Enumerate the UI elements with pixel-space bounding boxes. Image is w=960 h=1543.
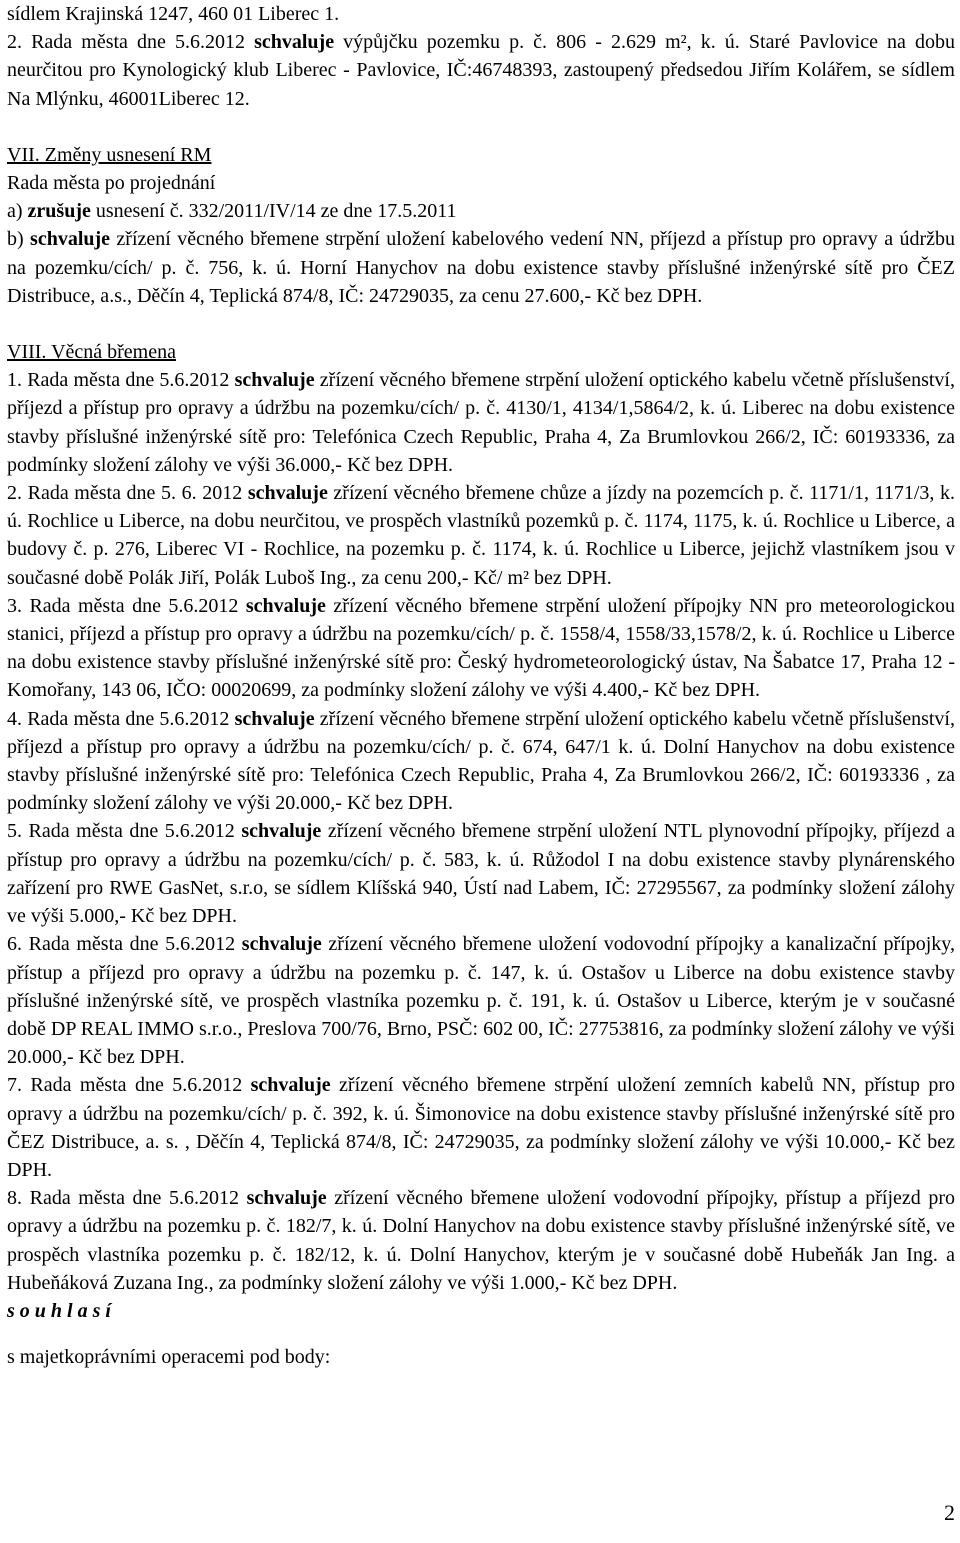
- item-prefix: 7. Rada města dne 5.6.2012: [7, 1074, 251, 1097]
- item-prefix: 8. Rada města dne 5.6.2012: [7, 1187, 247, 1210]
- item-text: zřízení věcného břemene strpění uložení optického kabelu včetně příslušenství, příjezd a přístup pro opravy a údržbu na pozemku/cích/ p. č. 674, 647/1 k. ú. Dolní Hanychov na dobu existence stavby příslušné inženýrské sítě pro: Telefónica Czech Republic, Praha 4, Za Brumlovkou 266/2, IČ: 60193336 , za podmínky složení zálohy ve výši 20.000,- Kč bez DPH.: [7, 707, 955, 815]
- item-text: zřízení věcného břemene strpění uložení přípojky NN pro meteorologickou stanici, příjezd a přístup pro opravy a údržbu na pozemku/cích/ p. č. 1558/4, 1558/33,1578/2, k. ú. Rochlice u Liberce na dobu existence stavby příslušné inženýrské sítě pro: Český hydrometeorologický ústav, Na Šabatce 17, Praha 12 - Komořany, 143 06, IČO: 00020699, za podmínky složení zálohy ve výši 4.400,- Kč bez DPH.: [7, 594, 955, 702]
- section-7-a-verb: zrušuje: [27, 200, 91, 223]
- item-text: zřízení věcného břemene strpění uložení NTL plynovodní přípojky, příjezd a přístup pro opravy a údržbu na pozemku/cích/ p. č. 583, k. ú. Růžodol I na dobu existence stavby plynárenského zařízení pro RWE GasNet, s.r.o, se sídlem Klíšská 940, Ústí nad Labem, IČ: 27295567, za podmínky složení zálohy ve výši 5.000,- Kč bez DPH.: [7, 820, 955, 928]
- item-verb: schvaluje: [241, 933, 322, 956]
- section-7-b-text: zřízení věcného břemene strpění uložení kabelového vedení NN, příjezd a přístup pro opravy a údržbu na pozemku/cích/ p. č. 756, k. ú. Horní Hanychov na dobu existence stavby příslušné inženýrské sítě pro ČEZ Distribuce, a.s., Děčín 4, Teplická 874/8, IČ: 24729035, za cenu 27.600,- Kč bez DPH.: [7, 228, 955, 307]
- item-prefix: 3. Rada města dne 5.6.2012: [7, 594, 246, 617]
- item-2-text: výpůjčku pozemku p. č. 806 - 2.629 m², k. ú. Staré Pavlovice na dobu neurčitou pro Kynologický klub Liberec - Pavlovice, IČ:46748393, zastoupený předsedou Jiřím Kolářem, se sídlem Na Mlýnku, 46001Liberec 12.: [7, 31, 956, 110]
- item-prefix: 6. Rada města dne 5.6.2012: [7, 933, 242, 956]
- section-8-item-6: [7, 930, 955, 1071]
- item-prefix: 2. Rada města dne 5. 6. 2012: [7, 482, 248, 505]
- item-verb: schvaluje: [250, 1074, 331, 1097]
- item-2-verb: schvaluje: [254, 31, 335, 54]
- section-7-a: [7, 197, 955, 225]
- souhlasi-heading: souhlasí: [7, 1299, 116, 1322]
- item-verb: schvaluje: [234, 369, 315, 392]
- header-line: sídlem Krajinská 1247, 460 01 Liberec 1.: [7, 3, 340, 25]
- section-7-subheading: Rada města po projednání: [7, 172, 216, 195]
- item-prefix: 1. Rada města dne 5.6.2012: [7, 369, 235, 392]
- section-8-item-3: [7, 592, 955, 705]
- section-8-item-5: [7, 817, 955, 930]
- section-8-heading: VIII. Věcná břemena: [7, 341, 176, 364]
- page-number: 2: [944, 1500, 955, 1525]
- section-7-b: [7, 225, 955, 310]
- section-7-heading: VII. Změny usnesení RM: [7, 143, 212, 166]
- item-verb: schvaluje: [234, 707, 315, 730]
- item-2-paragraph: [7, 28, 955, 113]
- item-text: zřízení věcného břemene strpění uložení optického kabelu včetně příslušenství, příjezd a přístup pro opravy a údržbu na pozemku/cích/ p. č. 4130/1, 4134/1,5864/2, k. ú. Liberec na dobu existence stavby příslušné inženýrské sítě pro: Telefónica Czech Republic, Praha 4, Za Brumlovkou 266/2, IČ: 60193336, za podmínky složení zálohy ve výši 36.000,- Kč bez DPH.: [7, 369, 955, 476]
- item-prefix: 4. Rada města dne 5.6.2012: [7, 707, 235, 730]
- section-8-item-2: [7, 479, 955, 592]
- section-7-a-text: usnesení č. 332/2011/IV/14 ze dne 17.5.2011: [90, 200, 457, 223]
- item-verb: schvaluje: [247, 482, 328, 505]
- item-text: zřízení věcného břemene uložení vodovodní přípojky a kanalizační přípojky, přístup a příjezd pro opravy a údržbu na pozemku p. č. 147, k. ú. Ostašov u Liberce na dobu existence stavby příslušné inženýrské sítě, ve prospěch vlastníka pozemku p. č. 191, k. ú. Ostašov u Liberce, kterým je v současné době DP REAL IMMO s.r.o., Preslova 700/76, Brno, PSČ: 602 00, IČ: 27753816, za podmínky složení zálohy ve výši 20.000,- Kč bez DPH.: [7, 933, 955, 1069]
- section-7-b-verb: schvaluje: [30, 228, 111, 251]
- closing-line: s majetkoprávními operacemi pod body:: [7, 1346, 331, 1369]
- section-8-item-7: [7, 1071, 955, 1184]
- item-verb: schvaluje: [241, 820, 322, 843]
- section-7-a-prefix: a): [7, 200, 28, 223]
- item-2-prefix: 2. Rada města dne 5.6.2012: [7, 31, 255, 54]
- item-prefix: 5. Rada města dne 5.6.2012: [7, 820, 242, 843]
- item-text: zřízení věcného břemene strpění uložení zemních kabelů NN, přístup pro opravy a údržbu na pozemku/cích/ p. č. 392, k. ú. Šimonovice na dobu existence stavby příslušné inženýrské sítě pro ČEZ Distribuce, a. s. , Děčín 4, Teplická 874/8, IČ: 24729035, za podmínky složení zálohy ve výši 10.000,- Kč bez DPH.: [7, 1074, 956, 1181]
- document-page: [7, 0, 955, 1371]
- section-8-item-4: [7, 705, 955, 818]
- item-text: zřízení věcného břemene chůze a jízdy na pozemcích p. č. 1171/1, 1171/3, k. ú. Rochlice u Liberce, na dobu neurčitou, ve prospěch vlastníků pozemků p. č. 1174, 1175, k. ú. Rochlice u Liberce, a budovy č. p. 276, Liberec VI - Rochlice, na pozemku p. č. 1174, k. ú. Rochlice u Liberce, jejichž vlastníkem jsou v současné době Polák Jiří, Polák Luboš Ing., za cenu 200,- Kč/ m² bez DPH.: [7, 482, 956, 589]
- item-verb: schvaluje: [245, 594, 326, 617]
- item-verb: schvaluje: [246, 1187, 327, 1210]
- section-7-b-prefix: b): [7, 228, 31, 251]
- item-text: zřízení věcného břemene uložení vodovodní přípojky, přístup a příjezd pro opravy a údržbu na pozemku p. č. 182/7, k. ú. Dolní Hanychov na dobu existence stavby příslušné inženýrské sítě, ve prospěch vlastníka pozemku p. č. 182/12, k. ú. Dolní Hanychov, kterým je v současné době Hubeňák Jan Ing. a Hubeňáková Zuzana Ing., za podmínky složení zálohy ve výši 1.000,- Kč bez DPH.: [7, 1187, 956, 1294]
- section-8-item-1: [7, 366, 955, 479]
- section-8-item-8: [7, 1184, 955, 1297]
